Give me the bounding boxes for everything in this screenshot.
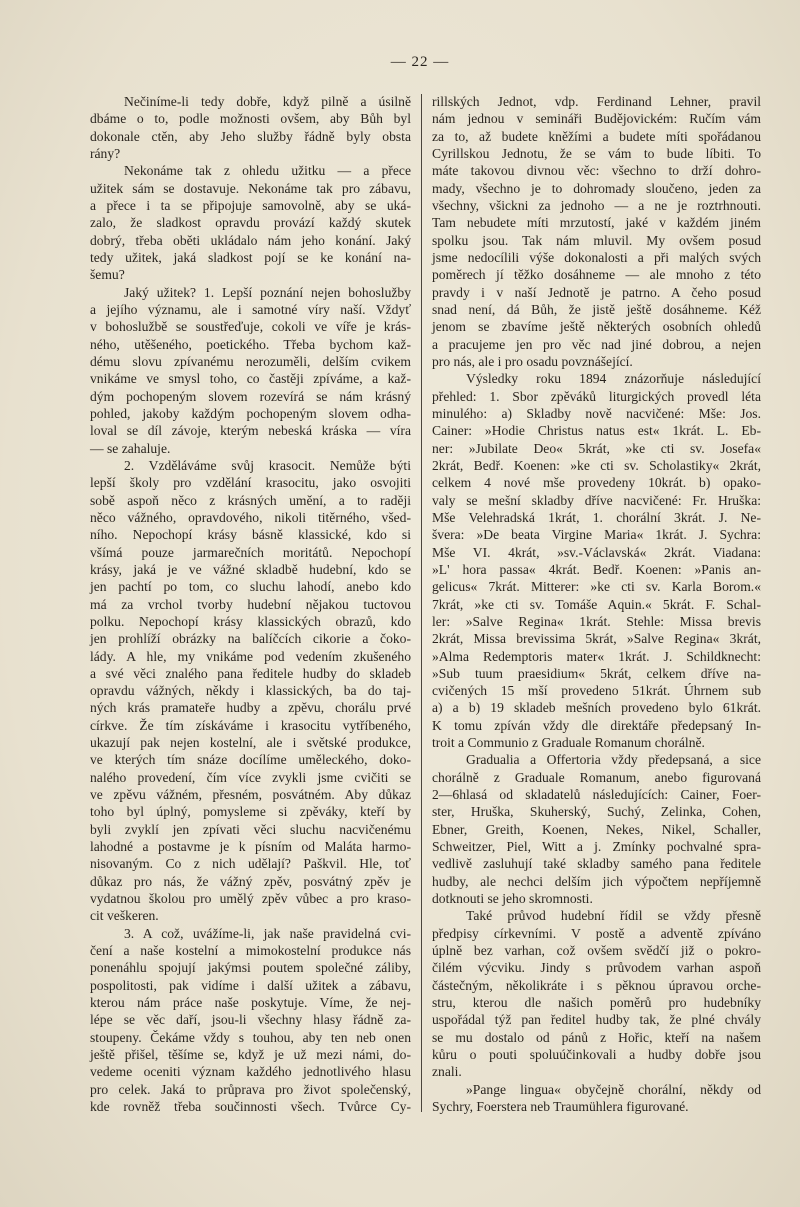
paragraph	[432, 751, 761, 907]
text-line: a přece i ta se připojuje samovolně, aby se uká-	[90, 197, 411, 213]
text-line: — se zahaluje.	[90, 440, 171, 456]
text-line: »Sub tuum praesidium« 5krát, celkem dříve na-	[432, 665, 761, 681]
text-line: ního. Nepochopí krásy básně klassické, kdo si	[90, 527, 411, 543]
text-line: se mu dostalo od pánů z Hořic, kteří na našem	[432, 1029, 761, 1045]
right-column	[432, 93, 761, 1115]
paragraph	[90, 162, 411, 283]
text-line: nalého provedení, čím více zvykli jsme cvičiti se	[90, 769, 411, 785]
text-line: 3. A což, uvážíme-li, jak naše pravidelná cvi-	[124, 925, 411, 941]
text-line: a pracujeme jen pro věc nad jiné dobrou, a nejen	[432, 336, 761, 352]
text-line: 2—6hlasá od skladatelů následujících: Cainer, Foer-	[432, 787, 761, 803]
text-line: lahodné a postavme je k písním od Maláta harmo-	[90, 839, 411, 855]
text-line: mady, všechno je to dohromady sloučeno, jeden za	[432, 180, 761, 196]
text-line: toho byl úplný, pomysleme si zpěváky, kteří by	[90, 804, 411, 820]
text-line: Tam nebudete míti mrzutostí, jaké v každém jiném	[432, 215, 761, 231]
text-line: vydatnou školou pro umělý zpěv vůbec a pro kraso-	[90, 891, 411, 907]
text-line: předpisy církevními. V postě a adventě zpíváno	[432, 925, 761, 941]
text-line: lády. A hle, my vnikáme pod vedením zkušeného	[90, 648, 411, 664]
text-line: má za vrchol tvorby hudební nějakou tuctovou	[90, 596, 411, 612]
text-line: čilém výcviku. Jindy s průvodem varhan aspoň	[432, 960, 761, 976]
text-line: všímá pouze jarmarečních moritátů. Nepochopí	[90, 544, 411, 560]
text-line: cit veškeren.	[90, 908, 159, 924]
text-line: zalo, že sladkost opravdu provází každý skutek	[90, 215, 411, 231]
text-line: troit a Communio z Graduale Romanum chorálně.	[432, 735, 705, 751]
text-line: ještě přišel, těšíme se, když je už mezi námi, do-	[90, 1047, 411, 1063]
left-column	[90, 93, 411, 1115]
column-divider	[421, 94, 422, 1112]
text-line: 7krát, »ke cti sv. Tomáše Aquin.« 5krát. F. Schal-	[432, 596, 761, 612]
text-line: ných krás pramateře hudby a zpěvu, chorálu prvé	[90, 700, 411, 716]
text-line: přehled: 1. Sbor zpěváků liturgických provedl léta	[432, 388, 761, 404]
text-line: něco vážného, opravdového, nikoli titěrného, všed-	[90, 509, 411, 525]
text-line: všechny, všickni za jednoho — a ne je roztrhnouti.	[432, 197, 761, 213]
text-line: Cyrillskou Jednotu, že se vám to bude líbiti. To	[432, 145, 761, 161]
page-number: — 22 —	[390, 54, 450, 70]
text-line: dému slovu zpívanému nerozuměli, delším cvikem	[90, 353, 411, 369]
text-line: ukazují pak nejen kostelní, ale i světské produkce,	[90, 735, 411, 751]
text-line: ve zpěvu vážném, přesném, posvátném. Aby důkaz	[90, 787, 411, 803]
text-line: vedlivě zasluhují také skladby samého pana ředitele	[432, 856, 761, 872]
text-line: uspořádal týž pan ředitel hudby tak, že plné chvály	[432, 1012, 761, 1028]
text-line: poměrech jí těžko dosáhneme — ale mnoho z této	[432, 267, 761, 283]
paragraph	[90, 284, 411, 457]
paragraph	[432, 370, 761, 751]
text-line: a jejího významu, ale i samotné víry naší. Vždyť	[90, 301, 411, 317]
text-line: a své věci znalého pana ředitele hudby do skladeb	[90, 665, 411, 681]
text-line: jenom se zbavíme ještě některých osobních ohledů	[432, 319, 761, 335]
text-line: švera: »De beata Virgine Maria« 1krát. J. Sychra:	[432, 527, 761, 543]
text-line: kůru o pouti spoluúčinkovali a hudby dobře jsou	[432, 1047, 761, 1063]
text-line: 2krát, Missa brevissima 5krát, »Salve Regina« 3krát,	[432, 631, 761, 647]
text-line: stru, kterou dle našich poměrů pro hudebníky	[432, 995, 761, 1011]
text-line: církve. Že tím získáváme i krasocitu vytříbeného,	[90, 717, 411, 733]
text-line: v bohoslužbě se soustřeďuje, cokoli ve víře je krás-	[90, 319, 411, 335]
text-line: celkem 4 nové mše provedeny 10krát. b) opako-	[432, 475, 761, 491]
text-line: šemu?	[90, 267, 125, 283]
text-line: jsme nedocílili výše dokonalosti a při malých svých	[432, 249, 761, 265]
text-line: ster, Hruška, Skuherský, Suchý, Zelinka, Cohen,	[432, 804, 761, 820]
text-line: Ebner, Greith, Koenen, Nekes, Nikel, Schaller,	[432, 821, 761, 837]
text-line: dotknouti se jeho skromnosti.	[432, 891, 593, 907]
text-line: »L' hora passa« 4krát. Bedř. Koenen: »Panis an-	[432, 561, 761, 577]
text-line: ner: »Jubilate Deo« 5krát, »ke cti sv. Josefa«	[432, 440, 761, 456]
text-line: kterou nám práce naše poskytuje. Víme, že nej-	[90, 995, 411, 1011]
text-line: polku. Nepochopí krásy klassických obrazů, kdo	[90, 613, 411, 629]
paragraph	[432, 1081, 761, 1116]
text-line: dobrý, třeba oběti ukládalo nám jeho konání. Jaký	[90, 232, 411, 248]
text-line: opravdu vážných, někdy i klassických, ba do taj-	[90, 683, 411, 699]
text-line: minulého: a) Skladby nově nacvičené: Mše: Jos.	[432, 405, 761, 421]
text-line: ponenáhlu spojují jakýmsi poutem společné záliby,	[90, 960, 411, 976]
text-line: »Alma Redemptoris mater« 1krát. J. Schildknecht:	[432, 648, 761, 664]
text-line: gelicus« 7krát. Mitterer: »ke cti sv. Karla Borom.«	[432, 579, 761, 595]
text-line: 2. Vzděláváme svůj krasocit. Nemůže býti	[124, 457, 411, 473]
text-line: pohled, jakoby každým pochopeným slovem odha-	[90, 405, 411, 421]
text-line: ler: »Salve Regina« 1krát. Stehle: Missa brevis	[432, 613, 761, 629]
text-line: ného, utěšeného, poetického. Třeba bychom kaž-	[90, 336, 411, 352]
text-line: valy se mešní skladby dříve nacvičené: Fr. Hruška:	[432, 492, 761, 508]
text-line: krásy, jaká je ve vážné skladbě hudební, kdo se	[90, 561, 411, 577]
text-line: vnikáme ve smysl toho, co častěji zpíváme, a kaž-	[90, 371, 411, 387]
text-line: za to, až budete kněžími a budete míti spořádanou	[432, 128, 761, 144]
text-line: důkaz pro nás, že vážný zpěv, posvátný zpěv je	[90, 873, 411, 889]
text-line: znali.	[432, 1064, 462, 1080]
text-line: pro celek. Jaká to průprava pro život společenský,	[90, 1081, 411, 1097]
text-line: máte takovou divnou věc: všechno to drží dohro-	[432, 163, 761, 179]
text-line: Nečiníme-li tedy dobře, když pilně a úsilně	[124, 94, 411, 109]
text-line: sobě aspoň něco z krásných umění, a to raději	[90, 492, 411, 508]
text-line: pro nás, ale i pro osadu povznášející.	[432, 353, 633, 369]
paragraph	[90, 925, 411, 1116]
text-line: 2krát, Bedř. Koenen: »ke cti sv. Scholastiky« 2krát,	[432, 457, 761, 473]
text-line: snad není, dá Bůh, že jistě ještě dosáhneme. Kéž	[432, 301, 761, 317]
text-line: K tomu zpíván vždy dle direktáře předepsaný In-	[432, 717, 761, 733]
text-line: jen prohlíží obrázky na balíčcích cikorie a čoko-	[90, 631, 411, 647]
text-line: Mše Velehradská 1krát, 1. chorální 3krát. J. Ne-	[432, 509, 761, 525]
text-line: dokonale ctěn, aby Jeho služby řádně byly obsta	[90, 128, 411, 144]
text-line: rillských Jednot, vdp. Ferdinand Lehner, pravil	[432, 94, 761, 109]
text-line: a) a b) 19 skladeb mešních provedeno bylo 61krát.	[432, 700, 761, 716]
paragraph	[90, 93, 411, 162]
text-line: chorálně z Graduale Romanum, anebo figurovaná	[432, 769, 761, 785]
paragraph	[90, 457, 411, 925]
text-line: hudby, ale nechci delším jich výpočtem nepříjemně	[432, 873, 761, 889]
text-line: Schweitzer, Piel, Witt a j. Zmínky pochvalné spra-	[432, 839, 761, 855]
text-line: ve kterých tím snáze docílíme uměleckého, doko-	[90, 752, 411, 768]
text-line: lépe se věc daří, jsou-li všechny hlasy řádně za-	[90, 1012, 411, 1028]
text-line: kde rovněž třeba součinnosti všech. Tvůrce Cy-	[90, 1099, 411, 1115]
text-line: nisovaným. Co z nich udělají? Paškvil. Hle, toť	[90, 856, 411, 872]
text-line: užitek sám se dostavuje. Nekonáme tak pro zábavu,	[90, 180, 411, 196]
text-line: Sychry, Foerstera neb Traumühlera figurované.	[432, 1099, 689, 1115]
text-line: dbáme o to, podle možnosti ovšem, aby Bůh byl	[90, 111, 411, 127]
text-line: cvičených 15 mší provedeno 51krát. Úhrnem sub	[432, 683, 761, 699]
text-line: pospolitosti, pak vidíme i další užitek a zábavu,	[90, 977, 411, 993]
text-line: Cainer: »Hodie Christus natus est« 1krát. L. Eb-	[432, 423, 761, 439]
text-line: Také průvod hudební řídil se vždy přesně	[466, 908, 761, 924]
text-line: Výsledky roku 1894 znázorňuje následující	[466, 371, 761, 387]
text-line: jen pachtí po tom, co sluchu lahodí, anebo kdo	[90, 579, 411, 595]
text-line: rány?	[90, 145, 121, 161]
text-line: vedeme oceniti význam každého jednotlivého hlasu	[90, 1064, 411, 1080]
text-line: »Pange lingua« obyčejně chorální, někdy od	[466, 1081, 761, 1097]
text-line: tedy užitek, jaká sladkost pojí se ke konání na-	[90, 249, 411, 265]
text-line: byli zvyklí jen zpívati věci sluchu nacvičenému	[90, 821, 411, 837]
paragraph	[432, 907, 761, 1080]
text-line: Gradualia a Offertoria vždy předepsaná, a sice	[466, 752, 761, 768]
text-line: čení a naše kostelní a mimokostelní produkce nás	[90, 943, 411, 959]
text-line: Nekonáme tak z ohledu užitku — a přece	[124, 163, 411, 179]
text-line: částečným, několikráte i s pěknou úpravou orche-	[432, 977, 761, 993]
text-line: loval se díl závoje, kterým nebeská kráska — víra	[90, 423, 411, 439]
text-line: nám jednou v semináři Budějovickém: Ručím vám	[432, 111, 761, 127]
text-line: stoupeny. Čekáme vždy s touhou, aby ten neb onen	[90, 1029, 411, 1045]
text-line: Jaký užitek? 1. Lepší poznání nejen bohoslužby	[124, 284, 411, 300]
text-line: spolku jsou. Tak nám mluvil. My ovšem posud	[432, 232, 761, 248]
text-line: úplně bez varhan, což ovšem svědčí již o pokro-	[432, 943, 761, 959]
paragraph	[432, 93, 761, 370]
text-line: Mše VI. 4krát, »sv.-Václavská« 2krát. Viadana:	[432, 544, 761, 560]
text-line: pravdy i v naší Jednotě je patrno. A čeho posud	[432, 284, 761, 300]
text-line: dým pochopeným slovem rozevírá se nám krásný	[90, 388, 411, 404]
text-line: lepší školy pro vzdělání krasocitu, jako osvojiti	[90, 475, 411, 491]
